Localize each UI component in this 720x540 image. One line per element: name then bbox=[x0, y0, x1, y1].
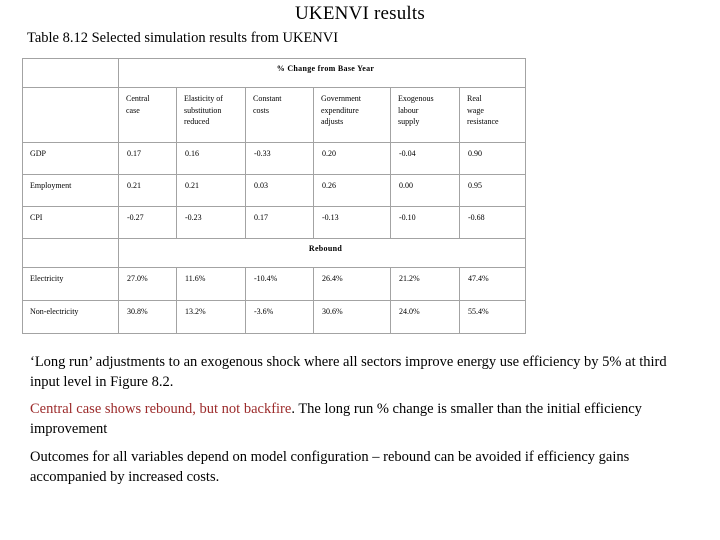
corner-cell-rebound bbox=[23, 239, 119, 268]
column-header-constant-costs bbox=[246, 88, 314, 143]
header-line: Government bbox=[321, 94, 361, 103]
cell-cpi-elasticity: -0.23 bbox=[177, 207, 246, 239]
table-row bbox=[23, 268, 526, 301]
header-line: expenditure bbox=[321, 105, 359, 115]
table-row bbox=[23, 207, 526, 239]
column-header-government-expenditure-adjusts bbox=[314, 88, 391, 143]
column-header-exogenous-labour-supply bbox=[391, 88, 460, 143]
column-header-real-wage-resistance bbox=[460, 88, 526, 143]
cell-employment-govt-expenditure: 0.26 bbox=[314, 175, 391, 207]
header-line: wage bbox=[467, 105, 484, 115]
cell-non-electricity-central-case: 30.8% bbox=[119, 301, 177, 334]
cell-employment-exogenous-labour: 0.00 bbox=[391, 175, 460, 207]
simulation-results-table bbox=[22, 58, 526, 334]
cell-gdp-constant-costs: -0.33 bbox=[246, 143, 314, 175]
column-header-blank bbox=[23, 88, 119, 143]
cell-gdp-exogenous-labour: -0.04 bbox=[391, 143, 460, 175]
accent-phrase-rebound-not-backfire: Central case shows rebound, but not backfire bbox=[30, 401, 292, 417]
header-line: case bbox=[126, 105, 140, 115]
paragraph-central-case-rest: . The long run % change is smaller than the initial efficiency improvement bbox=[30, 401, 642, 437]
row-label-gdp: GDP bbox=[23, 143, 119, 175]
cell-employment-real-wage: 0.95 bbox=[460, 175, 526, 207]
cell-non-electricity-constant-costs: -3.6% bbox=[246, 301, 314, 334]
cell-employment-constant-costs: 0.03 bbox=[246, 175, 314, 207]
paragraph-long-run: ‘Long run’ adjustments to an exogenous shock where all sectors improve energy use efficiency by 5% at third input level in Figure 8.2. bbox=[30, 354, 667, 390]
row-label-electricity: Electricity bbox=[23, 268, 119, 301]
table-row bbox=[23, 301, 526, 334]
cell-electricity-elasticity: 11.6% bbox=[177, 268, 246, 301]
header-line: costs bbox=[253, 105, 269, 115]
cell-cpi-exogenous-labour: -0.10 bbox=[391, 207, 460, 239]
group-header-percent-change: % Change from Base Year bbox=[119, 59, 526, 88]
cell-electricity-exogenous-labour: 21.2% bbox=[391, 268, 460, 301]
column-header-elasticity-of-substitution-reduced bbox=[177, 88, 246, 143]
cell-gdp-elasticity: 0.16 bbox=[177, 143, 246, 175]
header-line: labour bbox=[398, 105, 419, 115]
cell-gdp-govt-expenditure: 0.20 bbox=[314, 143, 391, 175]
header-line: supply bbox=[398, 117, 420, 126]
paragraph-central-case bbox=[30, 399, 678, 439]
cell-cpi-govt-expenditure: -0.13 bbox=[314, 207, 391, 239]
cell-non-electricity-real-wage: 55.4% bbox=[460, 301, 526, 334]
cell-electricity-central-case: 27.0% bbox=[119, 268, 177, 301]
cell-electricity-constant-costs: -10.4% bbox=[246, 268, 314, 301]
table-row-group-header-percent bbox=[23, 59, 526, 88]
table-row-column-headers bbox=[23, 88, 526, 143]
header-line: adjusts bbox=[321, 117, 344, 126]
cell-cpi-constant-costs: 0.17 bbox=[246, 207, 314, 239]
cell-non-electricity-elasticity: 13.2% bbox=[177, 301, 246, 334]
cell-cpi-central-case: -0.27 bbox=[119, 207, 177, 239]
header-line: reduced bbox=[184, 117, 210, 126]
header-line: Central bbox=[126, 94, 150, 103]
table-row bbox=[23, 175, 526, 207]
cell-gdp-real-wage: 0.90 bbox=[460, 143, 526, 175]
cell-non-electricity-govt-expenditure: 30.6% bbox=[314, 301, 391, 334]
cell-electricity-real-wage: 47.4% bbox=[460, 268, 526, 301]
row-label-non-electricity: Non-electricity bbox=[23, 301, 119, 334]
cell-gdp-central-case: 0.17 bbox=[119, 143, 177, 175]
table-caption: Table 8.12 Selected simulation results from UKENVI bbox=[27, 30, 339, 46]
paragraph-outcomes: Outcomes for all variables depend on model configuration – rebound can be avoided if efficiency gains accompanied by increased costs. bbox=[30, 449, 630, 485]
cell-employment-elasticity: 0.21 bbox=[177, 175, 246, 207]
row-label-employment: Employment bbox=[23, 175, 119, 207]
header-line: resistance bbox=[467, 117, 499, 126]
cell-cpi-real-wage: -0.68 bbox=[460, 207, 526, 239]
corner-cell-top-left bbox=[23, 59, 119, 88]
row-label-cpi: CPI bbox=[23, 207, 119, 239]
header-line: Constant bbox=[253, 94, 282, 103]
header-line: Elasticity of bbox=[184, 94, 223, 103]
group-header-rebound: Rebound bbox=[119, 239, 526, 268]
table-row bbox=[23, 143, 526, 175]
header-line: Real bbox=[467, 94, 482, 103]
cell-non-electricity-exogenous-labour: 24.0% bbox=[391, 301, 460, 334]
header-line: Exogenous bbox=[398, 94, 434, 103]
column-header-central-case bbox=[119, 88, 177, 143]
cell-electricity-govt-expenditure: 26.4% bbox=[314, 268, 391, 301]
page-title: UKENVI results bbox=[295, 3, 425, 24]
cell-employment-central-case: 0.21 bbox=[119, 175, 177, 207]
table-row-group-header-rebound bbox=[23, 239, 526, 268]
header-line: substitution bbox=[184, 105, 222, 115]
